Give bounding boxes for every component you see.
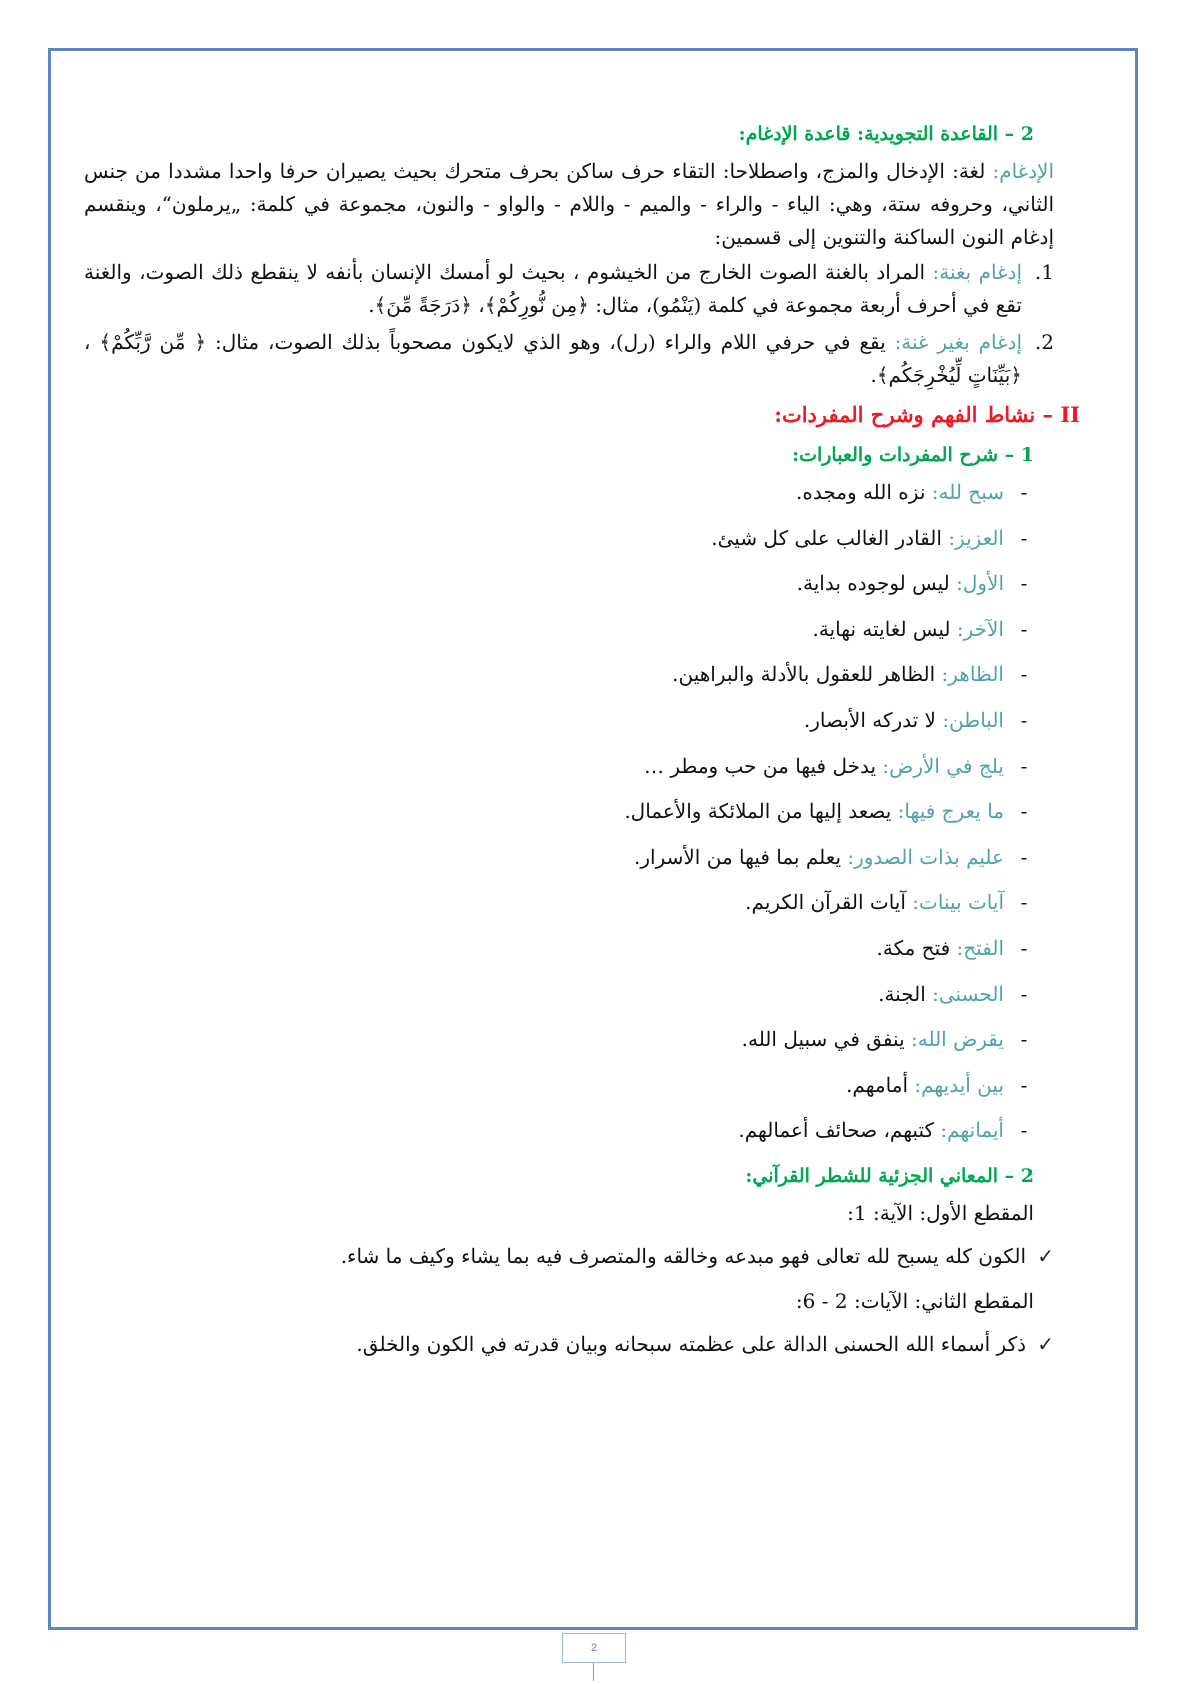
vocab-term: الظاهر: [941,662,1004,687]
vocab-def: ليس لوجوده بداية. [796,571,957,596]
vocab-term: الفتح: [956,935,1004,960]
vocab-def: ليس لغايته نهاية. [812,616,957,641]
idgham-type-item [84,326,1054,392]
list-item [84,750,1044,783]
list-item [84,932,1044,965]
vocab-term: يلج في الأرض: [882,753,1004,778]
list-item [84,658,1044,691]
vocab-term: الأول: [956,571,1004,596]
vocab-def: ينفق في سبيل الله. [741,1027,911,1052]
vocab-def: يصعد إليها من الملائكة والأعمال. [624,799,898,824]
dash-bullet: - [1020,616,1028,641]
vocab-def: كتبهم، صحائف أعمالهم. [738,1118,941,1143]
dash-bullet: - [1020,890,1028,915]
document-body [84,118,1080,1373]
dash-bullet: - [1020,1118,1028,1143]
item-body [84,326,1022,392]
idgham-term: الإدغام: [992,159,1054,183]
dash-bullet: - [1020,753,1028,778]
list-item [84,1114,1044,1147]
dash-bullet: - [1020,662,1028,687]
vocab-term: آيات بينات: [912,890,1004,915]
tajweed-heading: 2 – القاعدة التجويدية: قاعدة الإدغام: [738,123,1034,145]
understanding-heading: II – نشاط الفهم وشرح المفردات: [774,402,1080,427]
vocab-def: الظاهر للعقول بالأدلة والبراهين. [672,662,942,687]
item-text: يقع في حرفي اللام والراء (رل)، وهو الذي لايكون مصحوباً بذلك الصوت، مثال: ﴿ مِّن رَّبِّكُمْ﴾ ، ﴿بَيِّنَاتٍ لِّيُخْرِجَكُم﴾. [84,330,1022,387]
vocab-def: القادر الغالب على كل شيئ. [711,525,949,550]
checkmark-icon: ✓ [1037,1243,1054,1268]
dash-bullet: - [1020,1027,1028,1052]
list-item [84,704,1044,737]
list-item [84,1328,1054,1361]
dash-bullet: - [1020,844,1028,869]
dash-bullet: - [1020,981,1028,1006]
list-item [84,567,1044,600]
page-number: 2 [562,1633,626,1663]
vocab-term: الآخر: [956,616,1004,641]
dash-bullet: - [1020,480,1028,504]
vocab-def: أمامهم. [846,1072,915,1097]
vocab-term: سبح لله: [931,480,1004,504]
segment-label: المقطع الأول: الآية: 1: [847,1200,1034,1225]
list-item [84,795,1044,828]
dash-bullet: - [1020,525,1028,550]
vocab-def: الجنة. [878,981,933,1006]
vocab-term: بين أيديهم: [914,1072,1004,1097]
list-item [84,978,1044,1011]
vocab-term: أيمانهم: [940,1118,1004,1143]
segment-point: ذكر أسماء الله الحسنى الدالة على عظمته سبحانه وبيان قدرته في الكون والخلق. [356,1331,1026,1356]
item-number: 2. [1034,330,1054,354]
item-text: المراد بالغنة الصوت الخارج من الخيشوم ، بحيث لو أمسك الإنسان بأنفه لا ينقطع ذلك الصوت، والغنة تقع في أحرف أربعة مجموعة في كلمة (يَنْمُو)، مثال: ﴿مِن نُّورِكُمْ﴾، ﴿دَرَجَةً مِّنَ﴾. [84,260,1022,317]
list-item [84,476,1044,509]
dash-bullet: - [1020,571,1028,596]
vocab-term: العزيز: [948,525,1004,550]
item-number: 1. [1034,260,1054,284]
vocab-list [84,476,1044,1147]
list-item [84,1023,1044,1056]
dash-bullet: - [1020,799,1028,824]
vocab-term: الباطن: [942,707,1004,732]
list-item [84,613,1044,646]
segment-point: الكون كله يسبح لله تعالى فهو مبدعه وخالقه والمتصرف فيه بما يشاء وكيف ما شاء. [340,1243,1026,1268]
dash-bullet: - [1020,1072,1028,1097]
list-item [84,841,1044,874]
vocab-def: آيات القرآن الكريم. [745,890,913,915]
dash-bullet: - [1020,707,1028,732]
meanings-heading: 2 – المعاني الجزئية للشطر القرآني: [745,1164,1034,1187]
item-body [84,256,1022,322]
vocab-def: يدخل فيها من حب ومطر … [644,753,883,778]
vocab-term: ما يعرج فيها: [897,799,1004,824]
page-number-line [593,1663,594,1681]
checkmark-icon: ✓ [1037,1331,1054,1356]
vocab-def: يعلم بما فيها من الأسرار. [634,844,848,869]
idgham-definition [84,155,1054,254]
vocab-term: عليم بذات الصدور: [847,844,1004,869]
list-item [84,522,1044,555]
vocab-term: يقرض الله: [911,1027,1004,1052]
list-item [84,886,1044,919]
vocab-term: الحسنى: [932,981,1004,1006]
dash-bullet: - [1020,935,1028,960]
list-item [84,1240,1054,1273]
idgham-text: لغة: الإدخال والمزج، واصطلاحا: التقاء حرف ساكن بحرف متحرك بحيث يصيران حرفا واحدا مشددا من جنس الثاني، وحروفه ستة، وهي: الياء - والراء - والميم - واللام - والواو - والنون، مجموعة في كلمة: „يرملون“، وينقسم إدغام النون الساكنة والتنوين إلى قسمين: [84,159,1054,249]
segment-label: المقطع الثاني: الآيات: 2 - 6: [795,1288,1034,1313]
item-term: إدغام بغنة: [932,260,1022,284]
vocab-def: نزه الله ومجده. [795,480,932,504]
vocab-def: فتح مكة. [876,935,957,960]
item-term: إدغام بغير غنة: [894,330,1023,354]
list-item [84,1069,1044,1102]
idgham-type-item [84,256,1054,322]
vocab-heading: 1 – شرح المفردات والعبارات: [792,444,1034,466]
vocab-def: لا تدركه الأبصار. [803,707,943,732]
